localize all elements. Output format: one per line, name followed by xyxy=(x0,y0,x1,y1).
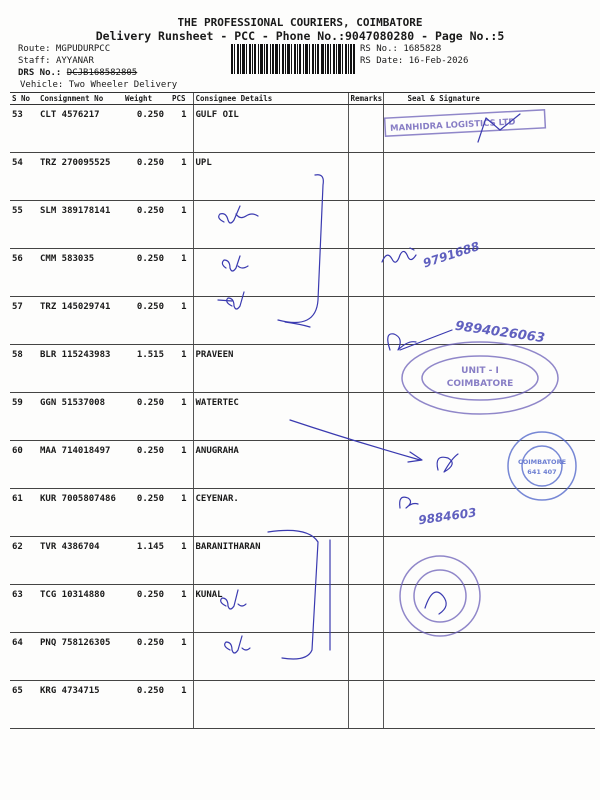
remarks-cell xyxy=(348,393,383,441)
consignment-number: KUR 7005807486 xyxy=(38,489,123,537)
pieces-count: 1 xyxy=(170,105,193,153)
remarks-cell xyxy=(348,153,383,201)
staff-value: AYYANAR xyxy=(55,56,94,66)
route-label: Route: MGPUDURPCC xyxy=(18,44,111,54)
weight-value: 0.250 xyxy=(123,393,170,441)
pieces-count: 1 xyxy=(170,585,193,633)
runsheet-subtitle: Delivery Runsheet - PCC - Phone No.:9047080280 - Page No.:5 xyxy=(95,29,505,43)
weight-value: 1.515 xyxy=(123,345,170,393)
consignee-name xyxy=(193,201,348,249)
consignment-number: CLT 4576217 xyxy=(38,105,123,153)
table-row xyxy=(10,585,595,633)
col-weight: Weight xyxy=(123,93,170,105)
consignment-number: CMM 583035 xyxy=(38,249,123,297)
consignment-number: MAA 714018497 xyxy=(38,441,123,489)
rs-number: RS No.: 1685828 xyxy=(360,44,442,54)
weight-value: 0.250 xyxy=(123,441,170,489)
serial-number: 58 xyxy=(10,345,38,393)
seal-signature-cell xyxy=(383,297,595,345)
runsheet-table xyxy=(10,92,595,729)
consignee-name: KUNAL xyxy=(193,585,348,633)
table-header xyxy=(10,93,595,105)
table-row xyxy=(10,105,595,153)
serial-number: 57 xyxy=(10,297,38,345)
pieces-count: 1 xyxy=(170,297,193,345)
consignment-number: BLR 115243983 xyxy=(38,345,123,393)
serial-number: 59 xyxy=(10,393,38,441)
seal-signature-cell xyxy=(383,393,595,441)
seal-signature-cell xyxy=(383,153,595,201)
remarks-cell xyxy=(348,585,383,633)
phone-row56: 9791688 xyxy=(421,239,482,271)
weight-value: 0.250 xyxy=(123,489,170,537)
col-consignee: Consignee Details xyxy=(193,93,348,105)
weight-value: 0.250 xyxy=(123,633,170,681)
consignment-number: TVR 4386704 xyxy=(38,537,123,585)
remarks-cell xyxy=(348,489,383,537)
stamp-row61-center: COIMBATORE xyxy=(517,458,567,466)
consignee-name: WATERTEC xyxy=(193,393,348,441)
stamp-row61-num: 641 407 xyxy=(527,468,557,476)
seal-signature-cell xyxy=(383,633,595,681)
drs-value: DCJB168582805 xyxy=(66,68,138,78)
weight-value: 0.250 xyxy=(123,681,170,729)
remarks-cell xyxy=(348,681,383,729)
pieces-count: 1 xyxy=(170,681,193,729)
weight-value: 0.250 xyxy=(123,249,170,297)
table-row xyxy=(10,201,595,249)
weight-value: 0.250 xyxy=(123,105,170,153)
consignee-name: CEYENAR. xyxy=(193,489,348,537)
table-row xyxy=(10,297,595,345)
stamp-row53-text: MANHIDRA LOGISTICS LTD xyxy=(389,117,516,134)
weight-value: 0.250 xyxy=(123,153,170,201)
col-sno: S No xyxy=(10,93,38,105)
seal-signature-cell xyxy=(383,681,595,729)
weight-value: 1.145 xyxy=(123,537,170,585)
consignee-name: BARANITHARAN xyxy=(193,537,348,585)
drs-row xyxy=(18,68,137,79)
phone-row58: 9894026063 xyxy=(454,318,546,347)
consignment-number: KRG 4734715 xyxy=(38,681,123,729)
consignee-name xyxy=(193,681,348,729)
pieces-count: 1 xyxy=(170,633,193,681)
vehicle-label: Vehicle: Two Wheeler Delivery xyxy=(20,80,178,90)
staff-row xyxy=(18,56,94,67)
serial-number: 54 xyxy=(10,153,38,201)
serial-number: 64 xyxy=(10,633,38,681)
seal-signature-cell xyxy=(383,105,595,153)
rs-date: RS Date: 16-Feb-2026 xyxy=(360,56,469,66)
consignee-name: UPL xyxy=(193,153,348,201)
remarks-cell xyxy=(348,249,383,297)
seal-signature-cell xyxy=(383,345,595,393)
table-row xyxy=(10,441,595,489)
serial-number: 56 xyxy=(10,249,38,297)
table-row xyxy=(10,249,595,297)
stamp-row59-line1: UNIT - I xyxy=(461,366,499,376)
remarks-cell xyxy=(348,537,383,585)
consignee-name xyxy=(193,249,348,297)
table-row xyxy=(10,489,595,537)
seal-signature-cell xyxy=(383,537,595,585)
remarks-cell xyxy=(348,345,383,393)
remarks-cell xyxy=(348,441,383,489)
weight-value: 0.250 xyxy=(123,201,170,249)
col-seal: Seal & Signature xyxy=(383,93,595,105)
phone-row62: 9884603 xyxy=(417,505,478,528)
pieces-count: 1 xyxy=(170,249,193,297)
table-row xyxy=(10,633,595,681)
drs-label: DRS No.: xyxy=(18,68,62,78)
consignee-name: PRAVEEN xyxy=(193,345,348,393)
staff-label: Staff: xyxy=(18,56,51,66)
seal-signature-cell xyxy=(383,489,595,537)
pieces-count: 1 xyxy=(170,393,193,441)
serial-number: 60 xyxy=(10,441,38,489)
weight-value: 0.250 xyxy=(123,297,170,345)
pieces-count: 1 xyxy=(170,489,193,537)
stamp-row59-line2: COIMBATORE xyxy=(446,379,514,389)
consignee-name: GULF OIL xyxy=(193,105,348,153)
remarks-cell xyxy=(348,105,383,153)
seal-signature-cell xyxy=(383,441,595,489)
col-pcs: PCS xyxy=(170,93,193,105)
pieces-count: 1 xyxy=(170,345,193,393)
serial-number: 55 xyxy=(10,201,38,249)
consignment-number: GGN 51537008 xyxy=(38,393,123,441)
company-title: THE PROFESSIONAL COURIERS, COIMBATORE xyxy=(177,16,423,29)
remarks-cell xyxy=(348,201,383,249)
pieces-count: 1 xyxy=(170,201,193,249)
serial-number: 61 xyxy=(10,489,38,537)
col-remarks: Remarks xyxy=(348,93,383,105)
weight-value: 0.250 xyxy=(123,585,170,633)
seal-signature-cell xyxy=(383,201,595,249)
consignment-number: SLM 389178141 xyxy=(38,201,123,249)
table-row xyxy=(10,537,595,585)
table-row xyxy=(10,681,595,729)
consignee-name xyxy=(193,633,348,681)
consignee-name xyxy=(193,297,348,345)
barcode xyxy=(231,44,355,74)
pieces-count: 1 xyxy=(170,441,193,489)
serial-number: 65 xyxy=(10,681,38,729)
consignment-number: TRZ 145029741 xyxy=(38,297,123,345)
pieces-count: 1 xyxy=(170,537,193,585)
remarks-cell xyxy=(348,297,383,345)
seal-signature-cell xyxy=(383,249,595,297)
table-row xyxy=(10,393,595,441)
consignment-number: TRZ 270095525 xyxy=(38,153,123,201)
pieces-count: 1 xyxy=(170,153,193,201)
col-consignment: Consignment No xyxy=(38,93,123,105)
serial-number: 53 xyxy=(10,105,38,153)
table-row xyxy=(10,345,595,393)
serial-number: 63 xyxy=(10,585,38,633)
serial-number: 62 xyxy=(10,537,38,585)
consignee-name: ANUGRAHA xyxy=(193,441,348,489)
consignment-number: PNQ 758126305 xyxy=(38,633,123,681)
seal-signature-cell xyxy=(383,585,595,633)
consignment-number: TCG 10314880 xyxy=(38,585,123,633)
table-row xyxy=(10,153,595,201)
remarks-cell xyxy=(348,633,383,681)
